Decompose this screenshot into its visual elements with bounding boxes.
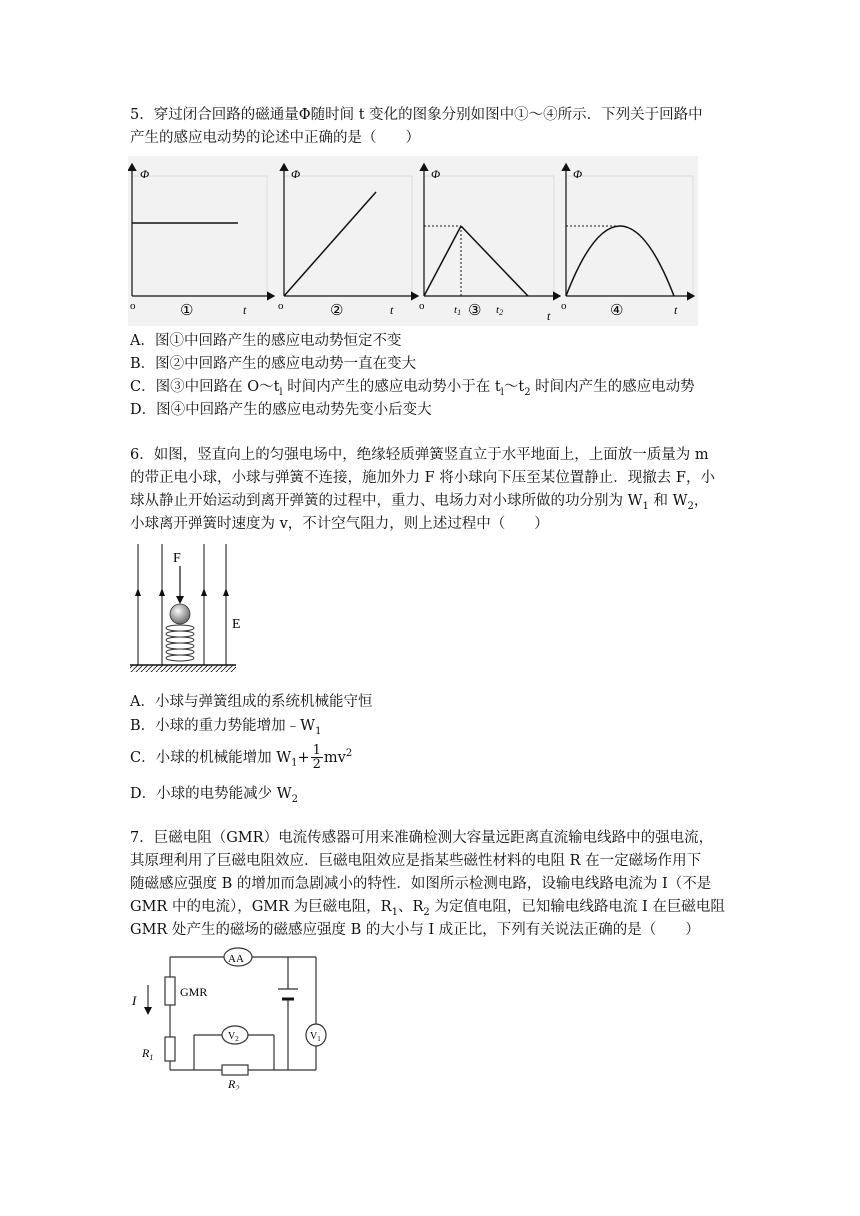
- q5-g4-y-label: Φ: [573, 167, 583, 181]
- q5-g1-origin: o: [130, 300, 136, 312]
- q6-spring-figure: [128, 540, 258, 682]
- r2-label: $R_2$: [228, 1077, 240, 1090]
- q6-force-label: F: [173, 551, 181, 566]
- q6-field-label: E: [232, 617, 241, 632]
- q5-g4-x-label: t: [674, 303, 678, 317]
- q5-g3-origin: o: [419, 300, 425, 312]
- q7-stem-line3: 随磁感应强度 B 的增加而急剧减小的特性．如图所示检测电路，设输电线路电流为 I（不是: [130, 876, 712, 892]
- q5-graphs-figure: [128, 156, 698, 326]
- q5-stem-line1: 5．穿过闭合回路的磁通量Φ随时间 t 变化的图象分别如图中①～④所示．下列关于回路中: [130, 107, 703, 123]
- q5-option-a[interactable]: A．图①中回路产生的感应电动势恒定不变: [130, 333, 402, 349]
- fraction-one-half: $\frac{1}{2}$: [312, 743, 321, 773]
- q5-g2-number: ②: [330, 303, 344, 319]
- q5-g4-origin: o: [561, 300, 567, 312]
- q6-stem-line1: 6．如图，竖直向上的匀强电场中，绝缘轻质弹簧竖直立于水平地面上，上面放一质量为 m: [130, 447, 709, 463]
- q7-stem-line2: 其原理利用了巨磁电阻效应．巨磁电阻效应是指某些磁性材料的电阻 R 在一定磁场作用下: [130, 853, 702, 869]
- voltmeter-v1-label: $V_1$: [310, 1031, 321, 1043]
- gmr-label: GMR: [180, 985, 208, 999]
- q7-stem-line1: 7．巨磁电阻（GMR）电流传感器可用来准确检测大容量远距离直流输电线路中的强电流，: [130, 830, 714, 846]
- q6-option-b[interactable]: B．小球的重力势能增加$﹣W_1$: [130, 718, 322, 737]
- spring: [166, 625, 194, 661]
- current-label: I: [132, 993, 137, 1008]
- q7-stem-line5: GMR 处产生的磁场的磁感应强度 B 的大小与 I 成正比，下列有关说法正确的是（ ）: [130, 922, 700, 938]
- q5-g1-x-label: t: [243, 303, 247, 317]
- q5-g3-t2: t2: [496, 304, 504, 317]
- q5-g3-number: ③: [468, 303, 482, 319]
- q6-option-a[interactable]: A．小球与弹簧组成的系统机械能守恒: [130, 694, 373, 710]
- q5-g2-y-label: Φ: [291, 167, 301, 181]
- q6-stem-line2: 的带正电小球，小球与弹簧不连接，施加外力 F 将小球向下压至某位置静止．现撤去 F，小: [130, 470, 715, 486]
- q5-option-b[interactable]: B．图②中回路产生的感应电动势一直在变大: [130, 356, 417, 372]
- ball: [170, 604, 190, 624]
- q5-g1-y-label: Φ: [140, 167, 150, 181]
- q7-stem-line4: GMR 中的电流），GMR 为巨磁电阻，$R_1$、$R_2$ 为定值电阻，已知输电线路电流 I 在巨磁电阻: [130, 899, 725, 918]
- q5-g3-y-label: Φ: [431, 167, 441, 181]
- ammeter-label: AA: [228, 953, 244, 965]
- q6-option-c[interactable]: C．小球的机械能增加 $W_1+$ $\frac{1}{2}$ $mv^2$: [130, 743, 353, 773]
- q6-option-d[interactable]: D．小球的电势能减少 $W_2$: [130, 786, 299, 805]
- q5-g3-x-label: t: [547, 309, 551, 323]
- q5-g2-x-label: t: [390, 303, 394, 317]
- q5-g1-number: ①: [180, 303, 194, 319]
- q5-g4-number: ④: [610, 303, 624, 319]
- q6-stem-line4: 小球离开弹簧时速度为 v，不计空气阻力，则上述过程中（ ）: [130, 516, 549, 532]
- q5-option-c[interactable]: C．图③中回路在 $O\sim t_l$ 时间内产生的感应电动势小于在 $t_l\sim t_2$ 时间内产生的感应电动势: [130, 379, 695, 398]
- q5-stem-line2: 产生的感应电动势的论述中正确的是（ ）: [130, 130, 420, 146]
- q5-g3-t1: t1: [454, 304, 462, 317]
- q5-option-d[interactable]: D．图④中回路产生的感应电动势先变小后变大: [130, 402, 432, 418]
- voltmeter-v2-label: $V_2$: [228, 1031, 239, 1043]
- q7-circuit-figure: [128, 945, 338, 1090]
- q6-stem-line3: 球从静止开始运动到离开弹簧的过程中，重力、电场力对小球所做的功分别为 $W_1$ 和 $W_2$，: [130, 493, 709, 512]
- q5-g2-origin: o: [278, 300, 284, 312]
- r1-label: $R_1$: [142, 1046, 154, 1062]
